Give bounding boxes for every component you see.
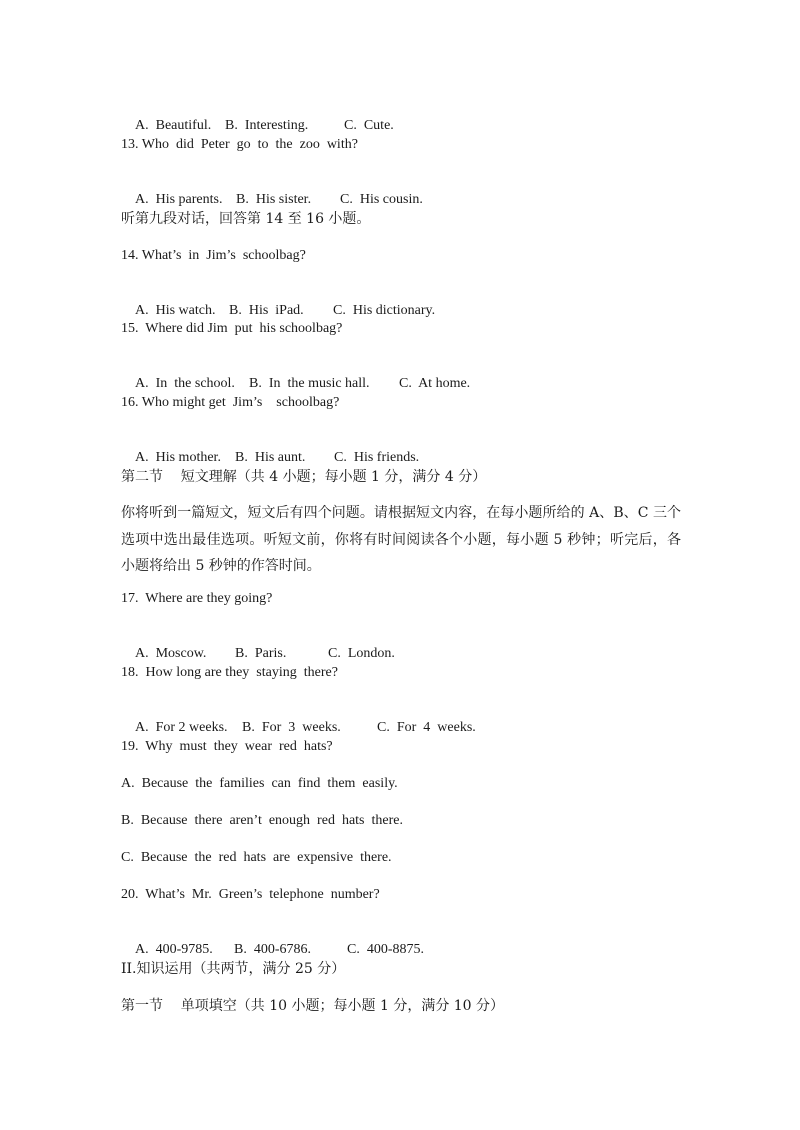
- q14-option-a: A. His watch.: [135, 303, 216, 318]
- q20-question: 20. What’s Mr. Green’s telephone number?: [121, 887, 380, 902]
- q12-option-b: B. Interesting.: [225, 118, 309, 133]
- q17-option-a: A. Moscow.: [135, 646, 207, 661]
- q12-option-a: A. Beautiful.: [135, 118, 212, 133]
- q18-option-b: B. For 3 weeks.: [242, 720, 341, 735]
- q20-option-c: C. 400-8875.: [347, 942, 424, 957]
- q18-option-c: C. For 4 weeks.: [377, 720, 476, 735]
- q13-option-c: C. His cousin.: [340, 192, 423, 207]
- part1-heading: 第一节 单项填空（共 10 小题；每小题 1 分，满分 10 分）: [121, 998, 505, 1014]
- section9-instruction: 听第九段对话，回答第 14 至 16 小题。: [121, 211, 371, 227]
- q15-option-c: C. At home.: [399, 376, 471, 391]
- q17-option-b: B. Paris.: [235, 646, 287, 661]
- q15-question: 15. Where did Jim put his schoolbag?: [121, 321, 343, 336]
- part2-instruction: 你将听到一篇短文，短文后有四个问题。请根据短文内容，在每小题所给的 A、B、C 三个选项中选出最佳选项。听短文前，你将有时间阅读各个小题，每小题 5 秒钟；听完后，各小题将给出 5 秒钟的作答时间。: [121, 505, 681, 574]
- section2-heading: II.知识运用（共两节，满分 25 分）: [121, 961, 346, 977]
- q12-option-c: C. Cute.: [344, 118, 394, 133]
- q19-option-a: A. Because the families can find them easily.: [121, 776, 398, 791]
- q16-option-c: C. His friends.: [334, 450, 420, 465]
- q20-option-a: A. 400-9785.: [135, 942, 213, 957]
- q16-option-a: A. His mother.: [135, 450, 221, 465]
- q16-question: 16. Who might get Jim’s schoolbag?: [121, 395, 340, 410]
- q13-question: 13. Who did Peter go to the zoo with?: [121, 137, 358, 152]
- q16-option-b: B. His aunt.: [235, 450, 306, 465]
- q19-option-b: B. Because there aren’t enough red hats there.: [121, 813, 403, 828]
- q20-option-b: B. 400-6786.: [234, 942, 311, 957]
- q15-option-a: A. In the school.: [135, 376, 235, 391]
- q17-option-c: C. London.: [328, 646, 395, 661]
- q13-option-b: B. His sister.: [236, 192, 312, 207]
- q14-option-c: C. His dictionary.: [333, 303, 436, 318]
- part2-heading: 第二节 短文理解（共 4 小题；每小题 1 分，满分 4 分）: [121, 469, 487, 485]
- q14-option-b: B. His iPad.: [229, 303, 304, 318]
- q15-option-b: B. In the music hall.: [249, 376, 370, 391]
- q13-option-a: A. His parents.: [135, 192, 223, 207]
- q14-question: 14. What’s in Jim’s schoolbag?: [121, 248, 306, 263]
- q19-question: 19. Why must they wear red hats?: [121, 739, 333, 754]
- q18-option-a: A. For 2 weeks.: [135, 720, 228, 735]
- q18-question: 18. How long are they staying there?: [121, 665, 338, 680]
- q19-option-c: C. Because the red hats are expensive there.: [121, 850, 392, 865]
- q17-question: 17. Where are they going?: [121, 591, 273, 606]
